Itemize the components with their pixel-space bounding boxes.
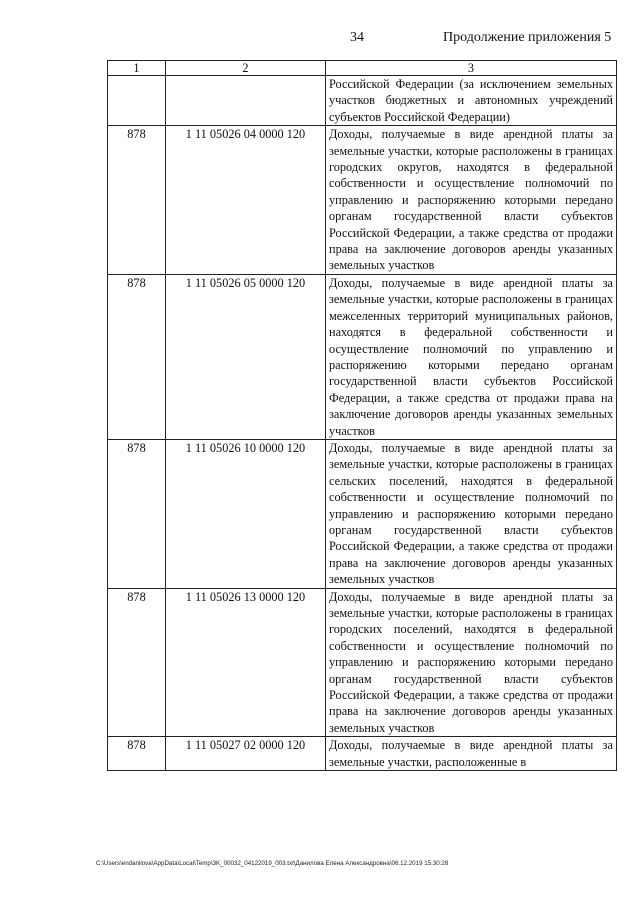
file-path-footer: C:\Users\endanilova\AppData\Local\Temp\3K_00032_04122019_003.txt\Данилова Елена Александровна\06.12.2019 15:30:28 xyxy=(96,860,449,867)
budget-code-cell xyxy=(166,76,326,126)
description-cell: Российской Федерации (за исключением земельных участков бюджетных и автономных учреждений субъектов Российской Федерации) xyxy=(326,76,617,126)
table-row xyxy=(108,588,617,737)
budget-code-cell: 1 11 05026 13 0000 120 xyxy=(166,588,326,737)
description-cell: Доходы, получаемые в виде арендной платы за земельные участки, которые расположены в границах сельских поселений, находятся в федеральной собственности и осуществление полномочий по управлению и распоряжению которыми передано органам государственной власти субъектов Российской Федерации, а также средства от продажи права на заключение договоров аренды указанных земельных участков xyxy=(326,439,617,588)
description-cell: Доходы, получаемые в виде арендной платы за земельные участки, которые расположены в границах межселенных территорий муниципальных районов, находятся в федеральной собственности и осуществление полномочий по управлению и распоряжению которыми передано органам государственной власти субъектов Российской Федерации, а также средства от продажи права на заключение договоров аренды указанных земельных участков xyxy=(326,274,617,439)
table-row xyxy=(108,126,617,275)
admin-code-cell: 878 xyxy=(108,737,166,771)
table-row xyxy=(108,76,617,126)
budget-code-cell: 1 11 05026 04 0000 120 xyxy=(166,126,326,275)
description-cell: Доходы, получаемые в виде арендной платы за земельные участки, которые расположены в границах городских округов, находятся в федеральной собственности и осуществление полномочий по управлению и распоряжению которыми передано органам государственной власти субъектов Российской Федерации, а также средства от продажи права на заключение договоров аренды указанных земельных участков xyxy=(326,126,617,275)
column-header: 1 xyxy=(108,61,166,76)
admin-code-cell xyxy=(108,76,166,126)
page-header xyxy=(0,30,640,50)
budget-code-cell: 1 11 05027 02 0000 120 xyxy=(166,737,326,771)
description-cell: Доходы, получаемые в виде арендной платы за земельные участки, которые расположены в границах городских поселений, находятся в федеральной собственности и осуществление полномочий по управлению и распоряжению которыми передано органам государственной власти субъектов Российской Федерации, а также средства от продажи права на заключение договоров аренды указанных земельных участков xyxy=(326,588,617,737)
table-header-row xyxy=(108,61,617,76)
continuation-title: Продолжение приложения 5 xyxy=(443,30,612,45)
table-row xyxy=(108,274,617,439)
table-row xyxy=(108,737,617,771)
budget-code-cell: 1 11 05026 10 0000 120 xyxy=(166,439,326,588)
page-number: 34 xyxy=(350,30,364,45)
column-header: 3 xyxy=(326,61,617,76)
admin-code-cell: 878 xyxy=(108,439,166,588)
admin-code-cell: 878 xyxy=(108,588,166,737)
admin-code-cell: 878 xyxy=(108,126,166,275)
table-row xyxy=(108,439,617,588)
column-header: 2 xyxy=(166,61,326,76)
description-cell: Доходы, получаемые в виде арендной платы за земельные участки, расположенные в xyxy=(326,737,617,771)
budget-code-cell: 1 11 05026 05 0000 120 xyxy=(166,274,326,439)
admin-code-cell: 878 xyxy=(108,274,166,439)
income-codes-table xyxy=(107,60,617,771)
